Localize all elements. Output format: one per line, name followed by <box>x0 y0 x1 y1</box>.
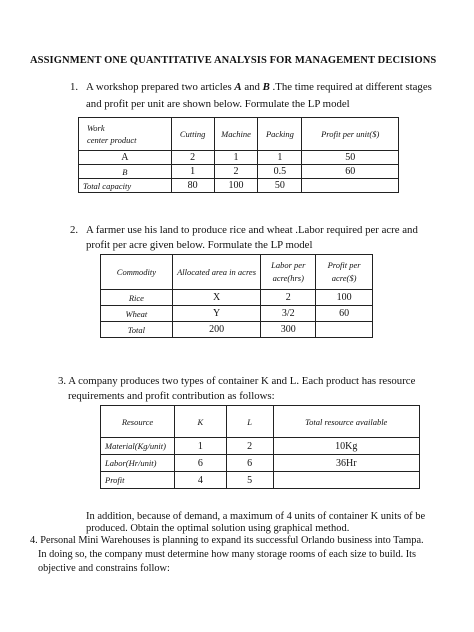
table-row <box>101 290 373 306</box>
table-row <box>101 306 373 322</box>
table-cell: Labor(Hr/unit) <box>101 455 175 472</box>
table-row <box>101 438 420 455</box>
table-cell <box>273 472 419 489</box>
table-cell: 50 <box>258 179 302 193</box>
table-cell: A <box>79 151 172 165</box>
header-cell: Cutting <box>171 118 214 151</box>
question-4-line-2: In doing so, the company must determine how many storage rooms of each size to build. Its <box>38 549 417 560</box>
question-4-line-3: objective and constrains follow: <box>38 563 170 574</box>
header-cell: K <box>174 406 226 438</box>
q1-and: and <box>241 81 263 93</box>
table-cell: Total capacity <box>79 179 172 193</box>
table-cell: 80 <box>171 179 214 193</box>
table-row <box>79 165 399 179</box>
q3-note-line-1: In addition, because of demand, a maximum of 4 units of container K units of be <box>86 511 426 522</box>
question-number: 2. <box>70 224 79 236</box>
table-cell: 1 <box>258 151 302 165</box>
table-3-header <box>101 406 420 438</box>
table-cell: B <box>79 165 172 179</box>
table-cell: 60 <box>316 306 373 322</box>
header-cell: Commodity <box>101 255 173 290</box>
table-cell: 1 <box>174 438 226 455</box>
table-2 <box>100 254 373 338</box>
header-cell: Allocated area in acres <box>172 255 261 290</box>
q3-note-line-2: produced. Obtain the optimal solution using graphical method. <box>86 523 350 534</box>
table-cell: 60 <box>302 165 399 179</box>
table-cell: Profit <box>101 472 175 489</box>
table-row <box>101 322 373 338</box>
article-a: A <box>234 81 242 93</box>
table-cell: 300 <box>261 322 316 338</box>
table-cell: 0.5 <box>258 165 302 179</box>
table-cell <box>302 179 399 193</box>
work-center-label: Work center product <box>87 123 137 145</box>
table-cell: 50 <box>302 151 399 165</box>
q2-text: A farmer use his land to produce rice and wheat .Labor required per acre and <box>86 224 418 236</box>
table-cell: X <box>172 290 261 306</box>
labor-header: Labor per acre(hrs) <box>271 260 306 283</box>
question-3-line-1: 3. A company produces two types of container K and L. Each product has resource <box>58 375 416 387</box>
table-2-header <box>101 255 373 290</box>
table-cell: 2 <box>226 438 273 455</box>
header-cell: L <box>226 406 273 438</box>
table-cell: Rice <box>101 290 173 306</box>
table-row <box>79 179 399 193</box>
header-cell: Profit per unit($) <box>302 118 399 151</box>
table-cell: 6 <box>174 455 226 472</box>
table-cell: 4 <box>174 472 226 489</box>
table-1-header <box>79 118 399 151</box>
question-1-line-1 <box>70 79 432 96</box>
table-cell: Total <box>101 322 173 338</box>
table-cell: 6 <box>226 455 273 472</box>
question-number: 1. <box>70 81 79 93</box>
header-cell <box>261 255 316 290</box>
profit-header: Profit per acre($) <box>327 260 361 283</box>
q1-text: A workshop prepared two articles <box>86 81 235 93</box>
table-cell: 100 <box>214 179 258 193</box>
table-cell: 100 <box>316 290 373 306</box>
table-cell: Y <box>172 306 261 322</box>
table-cell: 1 <box>171 165 214 179</box>
question-2-line-2: profit per acre given below. Formulate the LP model <box>86 239 313 251</box>
table-cell: 200 <box>172 322 261 338</box>
table-cell: 10Kg <box>273 438 419 455</box>
header-cell: Machine <box>214 118 258 151</box>
table-cell: 2 <box>261 290 316 306</box>
table-cell: 3/2 <box>261 306 316 322</box>
table-cell <box>316 322 373 338</box>
header-cell <box>316 255 373 290</box>
header-cell <box>79 118 172 151</box>
table-cell: Material(Kg/unit) <box>101 438 175 455</box>
table-row <box>101 472 420 489</box>
table-cell: 5 <box>226 472 273 489</box>
question-3-line-2: requirements and profit contribution as follows: <box>68 390 275 402</box>
table-row <box>101 455 420 472</box>
page-title: ASSIGNMENT ONE QUANTITATIVE ANALYSIS FOR MANAGEMENT DECISIONS <box>30 55 437 66</box>
table-cell: Wheat <box>101 306 173 322</box>
table-cell: 2 <box>171 151 214 165</box>
table-cell: 36Hr <box>273 455 419 472</box>
q1-text-end: .The time required at different stages <box>269 81 432 93</box>
table-cell: 1 <box>214 151 258 165</box>
table-row <box>79 151 399 165</box>
table-1 <box>78 117 399 193</box>
question-1-line-2: and profit per unit are shown below. Formulate the LP model <box>86 98 350 110</box>
table-3 <box>100 405 420 489</box>
question-4-line-1: 4. Personal Mini Warehouses is planning to expand its successful Orlando business into Tampa. <box>30 535 424 546</box>
table-cell: 2 <box>214 165 258 179</box>
header-cell: Resource <box>101 406 175 438</box>
article-b: B <box>262 81 270 93</box>
header-cell: Total resource available <box>273 406 419 438</box>
header-cell: Packing <box>258 118 302 151</box>
